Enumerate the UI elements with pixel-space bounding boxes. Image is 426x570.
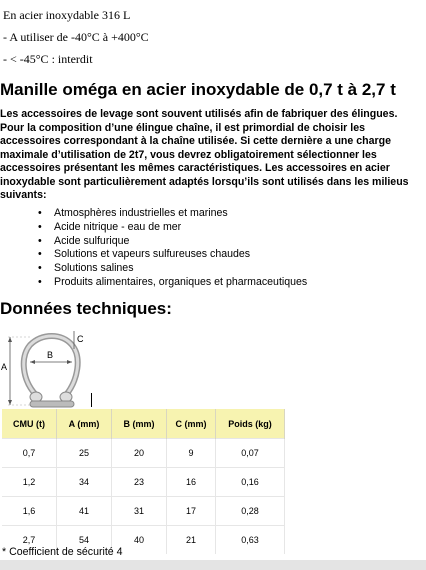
table-cell: 31 (112, 497, 167, 526)
technical-data-heading: Données techniques: (0, 299, 172, 318)
b-arrow-left (30, 360, 35, 364)
intro-line: En acier inoxydable 316 L (3, 8, 131, 22)
footnote: * Coefficient de sécurité 4 (2, 546, 123, 558)
column-header: CMU (t) (2, 409, 57, 439)
table-cell: 21 (167, 526, 216, 555)
b-arrow-right (67, 360, 72, 364)
list-item: • Atmosphères industrielles et marines (38, 207, 228, 219)
table-cell: 0,63 (216, 526, 285, 555)
list-item: • Produits alimentaires, organiques et pharmaceutiques (38, 275, 308, 288)
table-row (2, 439, 285, 468)
shackle-pin (30, 401, 74, 407)
label-b: B (47, 350, 54, 360)
table-header-row (2, 409, 285, 439)
table-cell: 23 (112, 468, 167, 497)
table-cell: 2,7 (2, 526, 57, 555)
table-cell: 20 (112, 439, 167, 468)
label-c: C (77, 334, 84, 344)
list-item: • Acide nitrique - eau de mer (38, 220, 182, 233)
table-cell: 54 (57, 526, 112, 555)
environment-list (38, 207, 307, 290)
table-row (2, 468, 285, 497)
table-row (2, 497, 285, 526)
list-item: • Acide sulfurique (38, 234, 130, 247)
table-cell: 0,07 (216, 439, 285, 468)
table-cell: 34 (57, 468, 112, 497)
column-header: A (mm) (57, 409, 112, 439)
intro-lines (3, 4, 149, 70)
table-cell: 17 (167, 497, 216, 526)
intro-line: - A utiliser de -40°C à +400°C (3, 30, 149, 44)
column-header: C (mm) (167, 409, 216, 439)
table-cell: 25 (57, 439, 112, 468)
table-cell: 40 (112, 526, 167, 555)
a-arrow-bottom (8, 400, 12, 405)
table-cell: 0,16 (216, 468, 285, 497)
a-arrow-top (8, 337, 12, 342)
table-cell: 9 (167, 439, 216, 468)
intro-line: - < -45°C : interdit (3, 52, 93, 66)
product-heading: Manille oméga en acier inoxydable de 0,7 t à 2,7 t (0, 80, 396, 99)
description-paragraph: Les accessoires de levage sont souvent utilisés afin de fabriquer des élingues. Pour la composition d’une élingue chaîne, il est primordial de choisir les accessoires correspondant à la chaîne utilisée. Si cette dernière a une charge maximale d’utilisation de 2t7, vous devrez obligatoirement sélectionner les accessoires présentant les mêmes caractéristiques. Les accessoires en acier inoxydable sont particulièrement adaptés lorsqu’ils sont utilisés dans les milieus suivants: (0, 108, 409, 201)
table-cell: 1,2 (2, 468, 57, 497)
table-cell: 0,7 (2, 439, 57, 468)
table-cell: 0,28 (216, 497, 285, 526)
list-item: • Solutions salines (38, 262, 134, 275)
shackle-diagram (0, 325, 95, 410)
list-item: • Solutions et vapeurs sulfureuses chaudes (38, 248, 251, 261)
bottom-bar (0, 560, 426, 570)
table-cell: 16 (167, 468, 216, 497)
column-header: Poids (kg) (216, 409, 285, 439)
table-cell: 1,6 (2, 497, 57, 526)
text-cursor (91, 393, 92, 407)
table-cell: 41 (57, 497, 112, 526)
label-a: A (1, 362, 8, 372)
technical-data-table (2, 409, 285, 554)
column-header: B (mm) (112, 409, 167, 439)
